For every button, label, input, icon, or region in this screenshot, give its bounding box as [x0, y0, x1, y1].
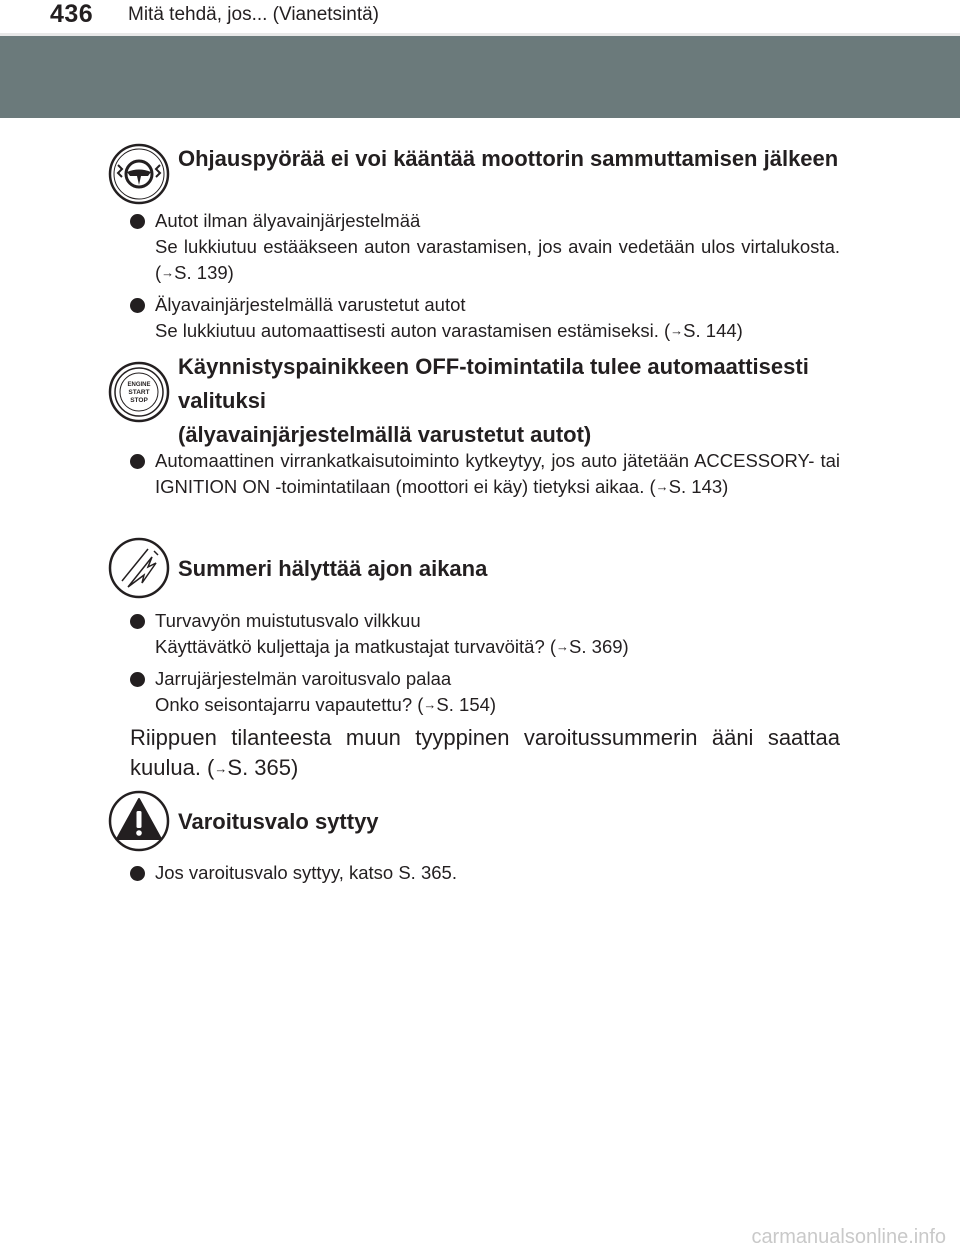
bullet-dot — [130, 454, 145, 469]
section-title-buzzer: Summeri hälyttää ajon aikana — [178, 556, 488, 581]
list-item — [130, 666, 840, 718]
arrow-icon: → — [214, 761, 228, 776]
section-title-start-button — [178, 350, 840, 452]
page-reference: S. 369) — [569, 636, 629, 657]
list-item — [130, 608, 840, 660]
note-paragraph — [130, 723, 840, 784]
page-reference: S. 144) — [683, 320, 743, 341]
bullet-text: Onko seisontajarru vapautettu? ( — [155, 694, 424, 715]
page-reference: S. 365) — [227, 755, 299, 780]
page-reference: S. 154) — [436, 694, 497, 715]
steering-wheel-lock-icon — [108, 143, 170, 205]
section-title-line: Käynnistyspainikkeen OFF-toimintatila tulee automaattisesti — [178, 354, 809, 379]
page-reference: S. 139) — [174, 262, 234, 283]
bullet-dot — [130, 866, 145, 881]
section-title-warning-light: Varoitusvalo syttyy — [178, 809, 379, 834]
buzzer-sound-icon — [108, 537, 170, 599]
warning-triangle-icon — [108, 790, 170, 852]
chapter-title: Mitä tehdä, jos... (Vianetsintä) — [128, 4, 379, 25]
icon-label-engine: ENGINE — [127, 382, 151, 388]
bullet-dot — [130, 214, 145, 229]
page-header — [0, 0, 960, 32]
note-text: Riippuen tilanteesta muun tyyppinen varoitussummerin ääni saattaa kuulua. ( — [130, 725, 840, 780]
section-title-steering: Ohjauspyörää ei voi kääntää moottorin sammuttamisen jälkeen — [178, 146, 839, 171]
list-item — [130, 292, 840, 344]
page-reference: S. 143) — [668, 476, 729, 497]
engine-start-stop-button-icon — [108, 361, 170, 423]
section-title-line: valituksi — [178, 388, 267, 413]
icon-label-start: START — [128, 389, 150, 396]
bullet-dot — [130, 298, 145, 313]
bullet-lead: Turvavyön muistutusvalo vilkkuu — [155, 610, 421, 631]
list-item — [130, 860, 840, 886]
section-title-line: (älyavainjärjestelmällä varustetut autot) — [178, 422, 592, 447]
arrow-icon: → — [670, 323, 684, 338]
bullet-dot — [130, 672, 145, 687]
list-item — [130, 208, 840, 286]
bullet-lead: Jarrujärjestelmän varoitusvalo palaa — [155, 668, 452, 689]
page-number: 436 — [50, 0, 94, 28]
bullet-text: Automaattinen virrankatkaisutoiminto kytkeytyy, jos auto jätetään ACCESSORY- tai IGNITION ON -toimintatilaan (moottori ei käy) tietyksi aikaa. ( — [155, 450, 840, 497]
bullet-dot — [130, 614, 145, 629]
arrow-icon: → — [423, 697, 437, 712]
arrow-icon: → — [655, 479, 669, 494]
watermark: carmanualsonline.info — [751, 1226, 946, 1248]
bullet-text: Se lukkiutuu estääkseen auton varastamisen, jos avain vedetään ulos virtalukosta. ( — [155, 236, 840, 283]
bullet-text: Se lukkiutuu automaattisesti auton varastamisen estämiseksi. ( — [155, 320, 671, 341]
section-banner — [0, 36, 960, 118]
icon-label-stop: STOP — [130, 397, 148, 404]
bullet-lead: Autot ilman älyavainjärjestelmää — [155, 210, 421, 231]
bullet-text: Käyttävätkö kuljettaja ja matkustajat turvavöitä? ( — [155, 636, 557, 657]
bullet-lead: Älyavainjärjestelmällä varustetut autot — [155, 294, 466, 315]
arrow-icon: → — [161, 265, 175, 280]
list-item — [130, 448, 840, 500]
arrow-icon: → — [556, 639, 570, 654]
bullet-text: Jos varoitusvalo syttyy, katso S. 365. — [155, 862, 457, 883]
